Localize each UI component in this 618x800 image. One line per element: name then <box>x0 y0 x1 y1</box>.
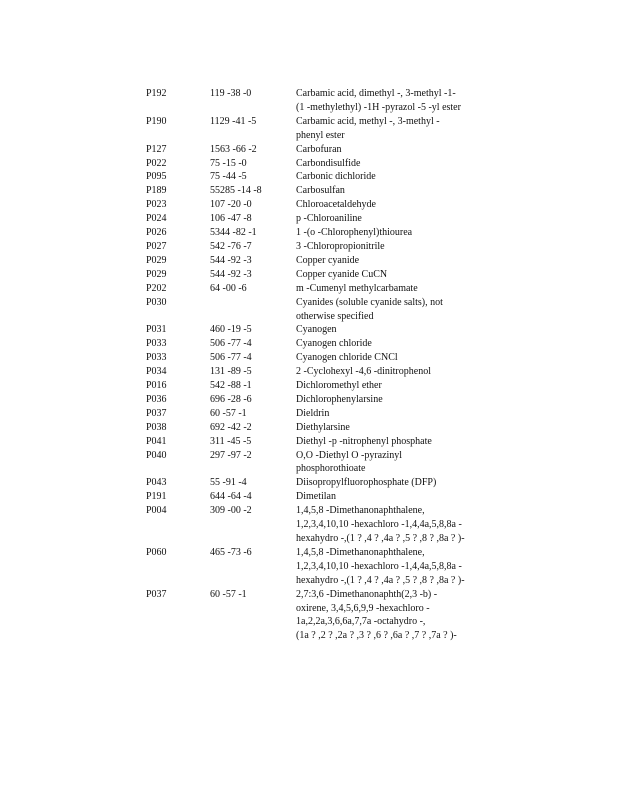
substance-name-line: Carbofuran <box>296 143 342 155</box>
substance-name <box>296 87 476 115</box>
substance-name <box>296 240 476 254</box>
substance-name-line: phenyl ester <box>296 129 345 141</box>
cas-number: 311 -45 -5 <box>210 435 252 447</box>
cas-number: 696 -28 -6 <box>210 393 252 405</box>
substance-name <box>296 157 476 171</box>
waste-code: P026 <box>146 227 167 239</box>
substance-name <box>296 296 476 324</box>
table-row <box>146 435 476 449</box>
cas-number: 119 -38 -0 <box>210 88 252 99</box>
cas-number: 106 -47 -8 <box>210 213 252 225</box>
substance-name <box>296 351 476 365</box>
table-row <box>146 337 476 351</box>
table-row <box>146 351 476 365</box>
substance-name <box>296 184 476 198</box>
waste-code: P034 <box>146 366 167 378</box>
substance-name <box>296 421 476 435</box>
table-row <box>146 546 476 588</box>
table-row <box>146 407 476 421</box>
cas-number: 1129 -41 -5 <box>210 115 257 127</box>
cas-number: 131 -89 -5 <box>210 366 252 378</box>
cas-number: 5344 -82 -1 <box>210 227 257 239</box>
substance-name-line: Carbosulfan <box>296 185 345 197</box>
substance-name-line: Diethyl -p -nitrophenyl phosphate <box>296 435 432 447</box>
substance-name <box>296 268 476 282</box>
table-row <box>146 240 476 254</box>
waste-code: P192 <box>146 88 167 99</box>
substance-name <box>296 170 476 184</box>
waste-code: P191 <box>146 491 167 503</box>
table-row <box>146 490 476 504</box>
substance-name <box>296 435 476 449</box>
substance-name-line: Copper cyanide <box>296 254 360 266</box>
substance-name-line: 1,4,5,8 -Dimethanonaphthalene, <box>296 505 425 517</box>
substance-name-line: Cyanogen chloride <box>296 338 372 350</box>
cas-number: 692 -42 -2 <box>210 421 252 433</box>
substance-name-line: 1a,2,2a,3,6,6a,7,7a -octahydro -, <box>296 616 426 628</box>
substance-name <box>296 407 476 421</box>
table-row <box>146 504 476 546</box>
substance-name-line: 1,4,5,8 -Dimethanonaphthalene, <box>296 546 425 558</box>
substance-name-line: 1,2,3,4,10,10 -hexachloro -1,4,4a,5,8,8a - <box>296 560 462 572</box>
table-row <box>146 296 476 324</box>
cas-number: 64 -00 -6 <box>210 282 247 294</box>
substance-name-line: 1 -(o -Chlorophenyl)thiourea <box>296 227 413 239</box>
cas-number: 75 -44 -5 <box>210 171 247 183</box>
waste-code: P127 <box>146 143 167 155</box>
substance-name <box>296 379 476 393</box>
substance-name-line: hexahydro -,(1 ? ,4 ? ,4a ? ,5 ? ,8 ? ,8a ? )- <box>296 533 465 544</box>
cas-number: 1563 -66 -2 <box>210 143 257 155</box>
cas-number: 506 -77 -4 <box>210 338 252 350</box>
substance-name-line: m -Cumenyl methylcarbamate <box>296 282 418 294</box>
substance-name <box>296 254 476 268</box>
cas-number: 75 -15 -0 <box>210 157 247 169</box>
substance-name <box>296 212 476 226</box>
substance-name-line: Dieldrin <box>296 407 330 419</box>
cas-number: 644 -64 -4 <box>210 491 252 503</box>
substance-name-line: Chloroacetaldehyde <box>296 199 376 211</box>
table-row <box>146 393 476 407</box>
cas-number: 297 -97 -2 <box>210 449 252 461</box>
table-row <box>146 115 476 143</box>
substance-name-line: Dichlorophenylarsine <box>296 393 383 405</box>
hazardous-waste-table <box>146 87 476 643</box>
waste-code: P095 <box>146 171 167 183</box>
waste-code: P043 <box>146 477 167 489</box>
cas-number: 309 -00 -2 <box>210 505 252 517</box>
substance-name-line: 2,7:3,6 -Dimethanonaphth(2,3 -b) - <box>296 588 438 600</box>
cas-number: 506 -77 -4 <box>210 352 252 364</box>
cas-number: 55 -91 -4 <box>210 477 247 489</box>
substance-name-line: Carbondisulfide <box>296 157 361 169</box>
cas-number: 465 -73 -6 <box>210 546 252 558</box>
table-row <box>146 476 476 490</box>
table-row <box>146 157 476 171</box>
substance-name <box>296 143 476 157</box>
substance-name <box>296 365 476 379</box>
table-row <box>146 212 476 226</box>
substance-name-line: Dichloromethyl ether <box>296 380 382 392</box>
substance-name-line: Cyanogen chloride CNCl <box>296 352 398 364</box>
waste-code: P004 <box>146 505 167 517</box>
table-row <box>146 421 476 435</box>
substance-name <box>296 226 476 240</box>
substance-name <box>296 282 476 296</box>
substance-name <box>296 490 476 504</box>
substance-name <box>296 449 476 477</box>
table-row <box>146 254 476 268</box>
cas-number: 60 -57 -1 <box>210 588 247 600</box>
waste-code: P037 <box>146 407 167 419</box>
table-row <box>146 365 476 379</box>
substance-name-line: Carbamic acid, methyl -, 3-methyl - <box>296 115 440 127</box>
waste-code: P060 <box>146 546 167 558</box>
substance-name <box>296 393 476 407</box>
waste-code: P029 <box>146 254 167 266</box>
substance-name <box>296 546 476 588</box>
table-row <box>146 588 476 644</box>
substance-name-line: p -Chloroaniline <box>296 213 362 225</box>
substance-name-line: Cyanogen <box>296 324 337 336</box>
waste-code: P040 <box>146 449 167 461</box>
substance-name-line: Carbonic dichloride <box>296 171 376 183</box>
substance-name-line: 3 -Chloropropionitrile <box>296 240 385 252</box>
substance-name-line: phosphorothioate <box>296 463 366 475</box>
substance-name-line: 2 -Cyclohexyl -4,6 -dinitrophenol <box>296 366 431 378</box>
table-row <box>146 323 476 337</box>
table-row <box>146 449 476 477</box>
table-row <box>146 87 476 115</box>
substance-name <box>296 198 476 212</box>
cas-number: 544 -92 -3 <box>210 254 252 266</box>
substance-name-line: otherwise specified <box>296 310 374 322</box>
waste-code: P033 <box>146 338 167 350</box>
waste-code: P037 <box>146 588 167 600</box>
waste-code: P023 <box>146 199 167 211</box>
substance-name-line: O,O -Diethyl O -pyrazinyl <box>296 449 403 461</box>
waste-code: P029 <box>146 268 167 280</box>
table-row <box>146 198 476 212</box>
substance-name <box>296 504 476 546</box>
substance-name <box>296 115 476 143</box>
substance-name <box>296 337 476 351</box>
cas-number <box>210 296 296 324</box>
table-row <box>146 268 476 282</box>
waste-code: P041 <box>146 435 167 447</box>
substance-name-line: (1a ? ,2 ? ,2a ? ,3 ? ,6 ? ,6a ? ,7 ? ,7a ? )- <box>296 630 457 642</box>
substance-name-line: Diethylarsine <box>296 421 350 433</box>
cas-number: 107 -20 -0 <box>210 199 252 211</box>
table-row <box>146 184 476 198</box>
waste-code: P202 <box>146 282 167 294</box>
substance-name-line: 1,2,3,4,10,10 -hexachloro -1,4,4a,5,8,8a - <box>296 519 462 531</box>
cas-number: 55285 -14 -8 <box>210 185 262 197</box>
waste-code: P016 <box>146 380 167 392</box>
waste-code: P027 <box>146 240 167 252</box>
substance-name-line: Copper cyanide CuCN <box>296 268 388 280</box>
waste-code: P190 <box>146 115 167 127</box>
waste-code: P033 <box>146 352 167 364</box>
cas-number: 544 -92 -3 <box>210 268 252 280</box>
substance-name <box>296 588 476 644</box>
table-row <box>146 379 476 393</box>
waste-code: P030 <box>146 296 167 308</box>
substance-name-line: Dimetilan <box>296 491 336 503</box>
cas-number: 542 -88 -1 <box>210 380 252 392</box>
waste-code: P022 <box>146 157 167 169</box>
substance-name <box>296 323 476 337</box>
cas-number: 460 -19 -5 <box>210 324 252 336</box>
waste-code: P038 <box>146 421 167 433</box>
waste-code: P024 <box>146 213 167 225</box>
table-row <box>146 226 476 240</box>
substance-name-line: Diisopropylfluorophosphate (DFP) <box>296 477 437 489</box>
table-row <box>146 170 476 184</box>
waste-code: P036 <box>146 393 167 405</box>
substance-name-line: oxirene, 3,4,5,6,9,9 -hexachloro - <box>296 602 430 614</box>
cas-number: 542 -76 -7 <box>210 240 252 252</box>
substance-name <box>296 476 476 490</box>
table-row <box>146 143 476 157</box>
substance-name-line: hexahydro -,(1 ? ,4 ? ,4a ? ,5 ? ,8 ? ,8a ? )- <box>296 574 465 586</box>
cas-number: 60 -57 -1 <box>210 407 247 419</box>
waste-code: P189 <box>146 185 167 197</box>
substance-name-line: (1 -methylethyl) -1H -pyrazol -5 -yl ester <box>296 101 461 113</box>
waste-code: P031 <box>146 324 167 336</box>
substance-name-line: Carbamic acid, dimethyl -, 3-methyl -1- <box>296 88 456 99</box>
substance-name-line: Cyanides (soluble cyanide salts), not <box>296 296 443 308</box>
table-row <box>146 282 476 296</box>
